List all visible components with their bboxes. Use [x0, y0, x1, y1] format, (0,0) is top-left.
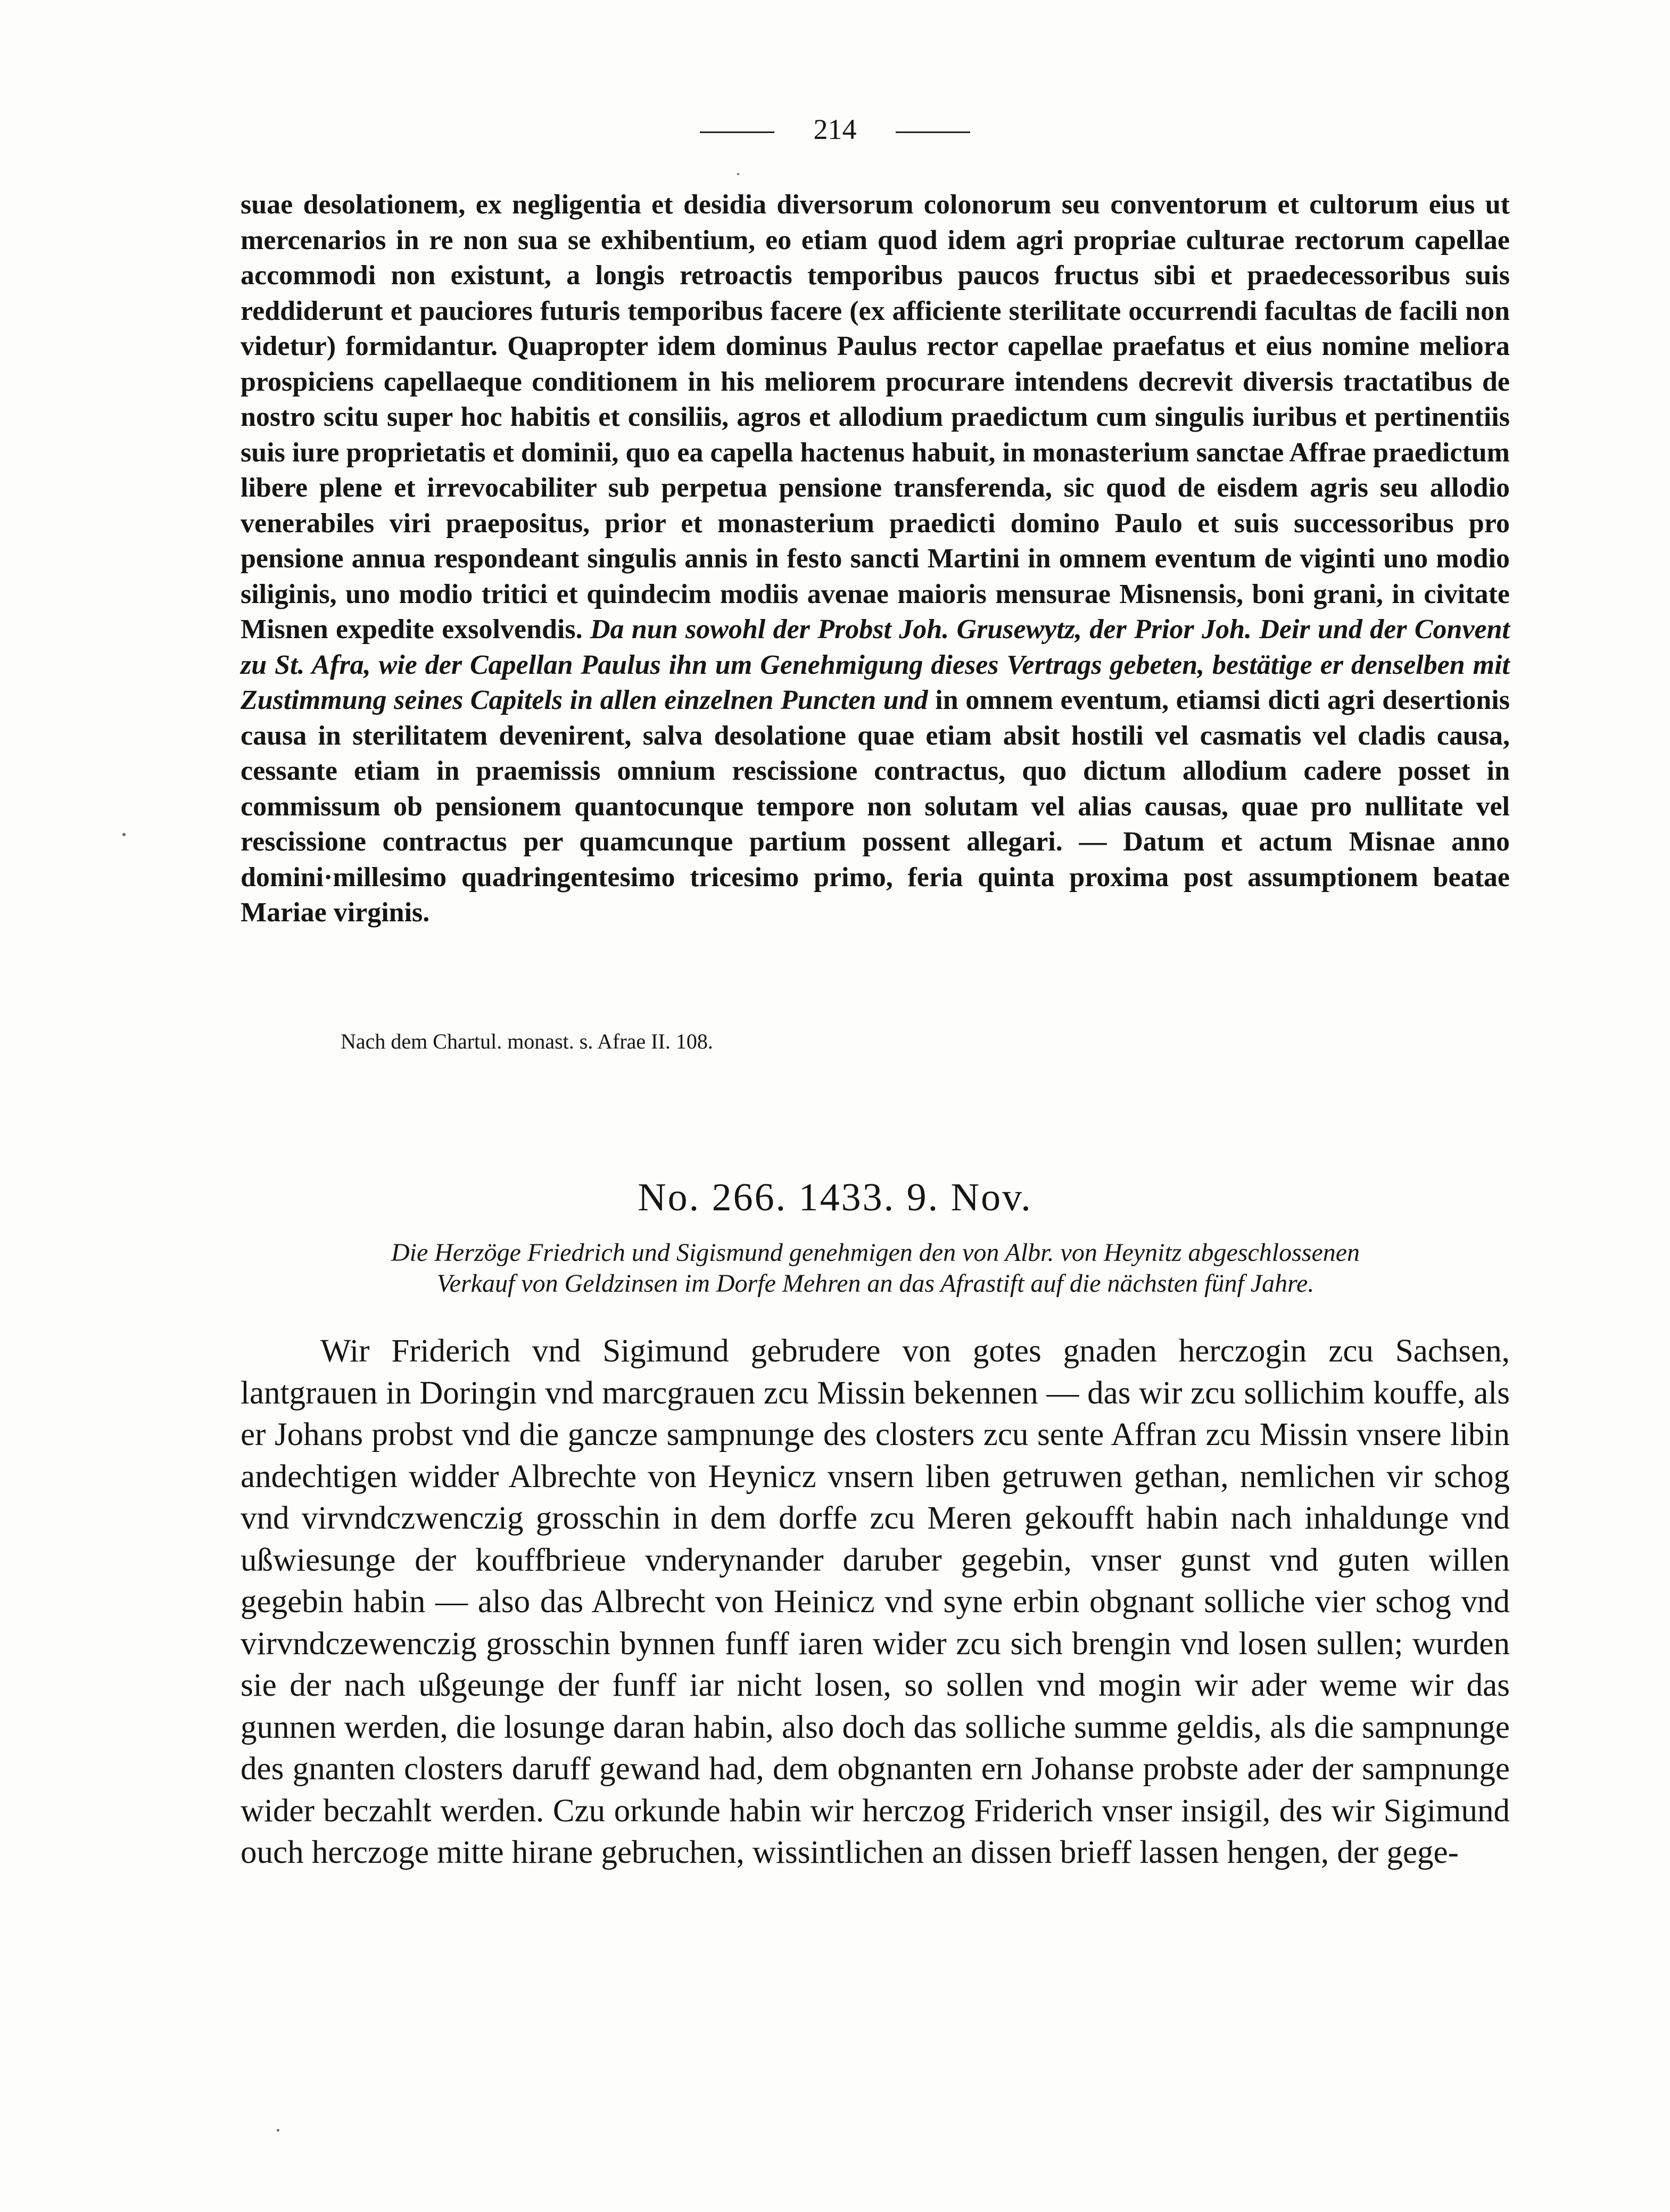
page-header: [0, 111, 1670, 148]
document-summary: [234, 1237, 1517, 1299]
german-summary-inline: Da nun sowohl der Probst Joh. Grusewytz, der Prior Joh. Deir und der Convent zu St. Afra, wie der Capellan Paulus ihn um Genehmigung dieses Vertrags gebeten, bestätige er denselben mit Zustimmung seines Capitels in allen einzelnen Puncten und: [241, 614, 1510, 715]
document-heading: No. 266. 1433. 9. Nov.: [638, 1176, 1032, 1219]
print-speck: [737, 173, 739, 175]
latin-text-part-2: in omnem eventum, etiamsi dicti agri desertionis causa in sterilitatem devenirent, salva desolatione quae etiam absit hostili vel casmatis vel cladis causa, cessante etiam in praemissis omnium rescissione contractus, quo dictum allodium cadere posset in commissum ob pensionem quantocunque tempore non solutam vel alias causas, quae pro nullitate vel rescissione contractus per quamcunque partium possent allegari. — Datum et actum Misnae anno domini·millesimo quadringentesimo tricesimo primo, feria quinta proxima post assumptionem beatae Mariae virginis.: [241, 685, 1510, 928]
charter-text: Wir Friderich vnd Sigimund gebrudere von gotes gnaden herczogin zcu Sachsen, lantgrauen in Doringin vnd marcgrauen zcu Missin bekennen — das wir zcu sollichim kouffe, als er Johans probst vnd die gancze sampnunge des closters zcu sente Affran zcu Missin vnsere libin andechtigen widder Albrechte von Heynicz vnsern liben getruwen gethan, nemlichen vir schog vnd virvndczwenczig grosschin in dem dorffe zcu Meren gekoufft habin nach inhaldunge vnd ußwiesunge der kouffbrieue vnderynander daruber gegebin, vnser gunst vnd guten willen gegebin habin — also das Albrecht von Heinicz vnd syne erbin obgnant solliche vier schog vnd virvndczewenczig grosschin bynnen funff iaren wider zcu sich brengin vnd losen sullen; wurden sie der nach ußgeunge der funff iar nicht losen, so sollen vnd mogin wir ader weme wir das gunnen werden, die losunge daran habin, also doch das solliche summe geldis, als die sampnunge des gnanten closters daruff gewand had, dem obgnanten ern Johanse probste ader der sampnunge wider beczahlt werden. Czu orkunde habin wir herczog Friderich vnser insigil, des wir Sigimund ouch herczoge mitte hirane gebruchen, wissintlichen an dissen brieff lassen hengen, der gege-: [241, 1333, 1510, 1870]
summary-line-2: Verkauf von Geldzinsen im Dorfe Mehren an das Afrastift auf die nächsten fünf Jahre.: [436, 1269, 1314, 1298]
continued-charter-paragraph: [241, 187, 1510, 931]
page-number: 214: [813, 113, 857, 145]
summary-line-1: Die Herzöge Friedrich und Sigismund genehmigen den von Albr. von Heynitz abgeschlossenen: [391, 1239, 1360, 1267]
latin-text-part-1: suae desolationem, ex negligentia et desidia diversorum colonorum seu conventorum et cultorum eius ut mercenarios in re non sua se exhibentium, eo etiam quod idem agri propriae culturae rectorum capellae accommodi non existunt, a longis retroactis temporibus paucos fructus sibi et praedecessoribus suis reddiderunt et pauciores futuris temporibus facere (ex afficiente sterilitate occurrendi facultas de facili non videtur) formidantur. Quapropter idem dominus Paulus rector capellae praefatus et eius nomine meliora prospiciens capellaeque conditionem in his meliorem procurare intendens decrevit diversis tractatibus de nostro scitu super hoc habitis et consiliis, agros et allodium praedictum cum singulis iuribus et pertinentiis suis iure proprietatis et dominii, quo ea capella hactenus habuit, in monasterium sanctae Affrae praedictum libere plene et irrevocabiliter sub perpetua pensione transferenda, sic quod de eisdem agris seu allodio venerabiles viri praepositus, prior et monasterium praedicti domino Paulo et suis successoribus pro pensione annua respondeant singulis annis in festo sancti Martini in omnem eventum de viginti uno modio siliginis, uno modio tritici et quindecim modiis avenae maioris mensurae Misnensis, boni grani, in civitate Misnen expedite exsolvendis.: [241, 189, 1510, 645]
source-note: Nach dem Chartul. monast. s. Afrae II. 108.: [341, 1029, 713, 1053]
header-rule-left: [700, 131, 774, 133]
print-speck: [277, 2129, 279, 2132]
header-rule-right: [896, 131, 970, 133]
print-speck: [122, 833, 126, 836]
